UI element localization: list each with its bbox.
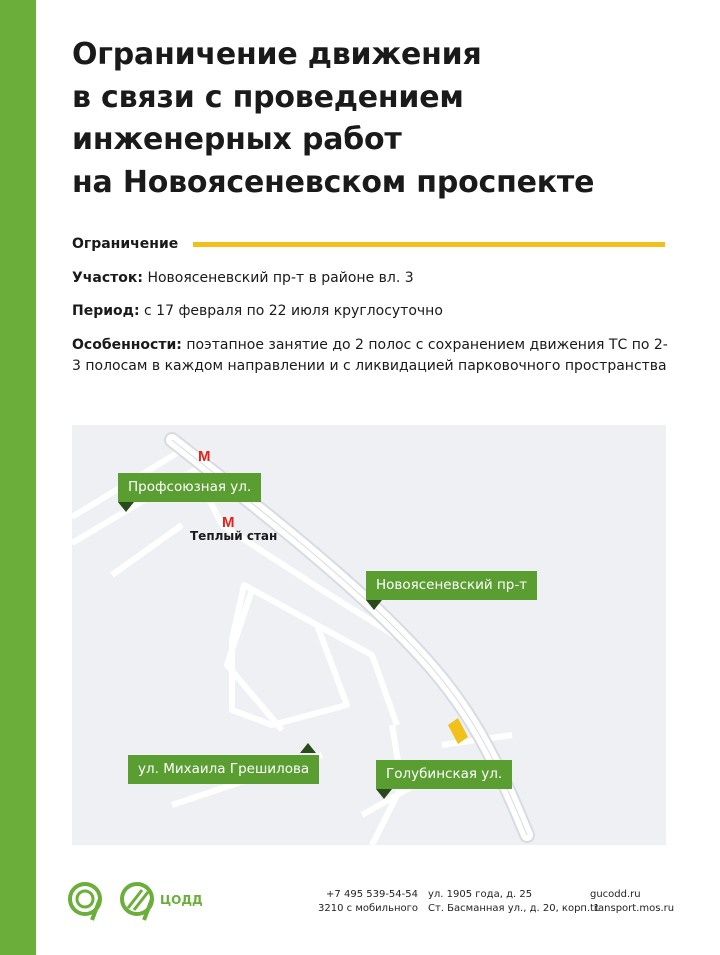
section-row: [72, 268, 672, 289]
metro-station-label: Теплый стан: [190, 529, 278, 543]
contact-websites: [590, 888, 674, 916]
title-line-3: инженерных работ: [72, 122, 402, 157]
street-label-greshilova: ул. Михаила Грешилова: [128, 755, 319, 784]
address-primary: ул. 1905 года, д. 25: [428, 889, 533, 900]
restriction-heading: Ограничение: [72, 236, 179, 252]
section-label: Участок:: [72, 270, 143, 286]
metro-icon-teply-stan: M: [222, 514, 235, 531]
street-label-novoyasenevsky: Новоясеневский пр-т: [366, 571, 537, 600]
features-row: [72, 335, 672, 377]
period-row: [72, 301, 672, 322]
title-line-2: в связи с проведением: [72, 79, 464, 115]
period-value: с 17 февраля по 22 июля круглосуточно: [144, 303, 443, 319]
metro-icon-north: M: [198, 448, 211, 465]
pointer-icon: [300, 743, 316, 755]
street-label-golubinskaya: Голубинская ул.: [376, 760, 512, 789]
tsodd-logo-icon: [68, 878, 158, 924]
period-label: Период:: [72, 303, 140, 319]
logo-text: ЦОДД: [160, 893, 203, 907]
heading-divider: [193, 242, 665, 247]
website-gucodd: gucodd.ru: [590, 889, 641, 900]
contact-phones: [318, 888, 418, 916]
website-transport: transport.mos.ru: [590, 903, 675, 914]
page-title: [72, 34, 712, 204]
street-label-profsoyuznaya: Профсоюзная ул.: [118, 473, 261, 502]
contact-addresses: [428, 888, 600, 916]
section-value: Новоясеневский пр-т в районе вл. 3: [147, 270, 414, 286]
pointer-icon: [366, 600, 382, 612]
phone-primary: +7 495 539-54-54: [326, 889, 418, 900]
address-secondary: Ст. Басманная ул., д. 20, корп. 1: [428, 903, 600, 914]
route-map: [72, 425, 666, 845]
features-label: Особенности:: [72, 337, 182, 353]
pointer-icon: [376, 789, 392, 801]
title-line-4: на Новоясеневском проспекте: [72, 164, 595, 200]
phone-mobile: 3210 с мобильного: [318, 903, 418, 914]
pointer-icon: [118, 502, 134, 514]
features-value: поэтапное занятие до 2 полос с сохранением движения ТС по 2-3 полосам в каждом направлении и с ликвидацией парковочного пространства: [72, 337, 668, 374]
title-line-1: Ограничение движения: [72, 37, 482, 72]
side-accent-bar: [0, 0, 36, 955]
